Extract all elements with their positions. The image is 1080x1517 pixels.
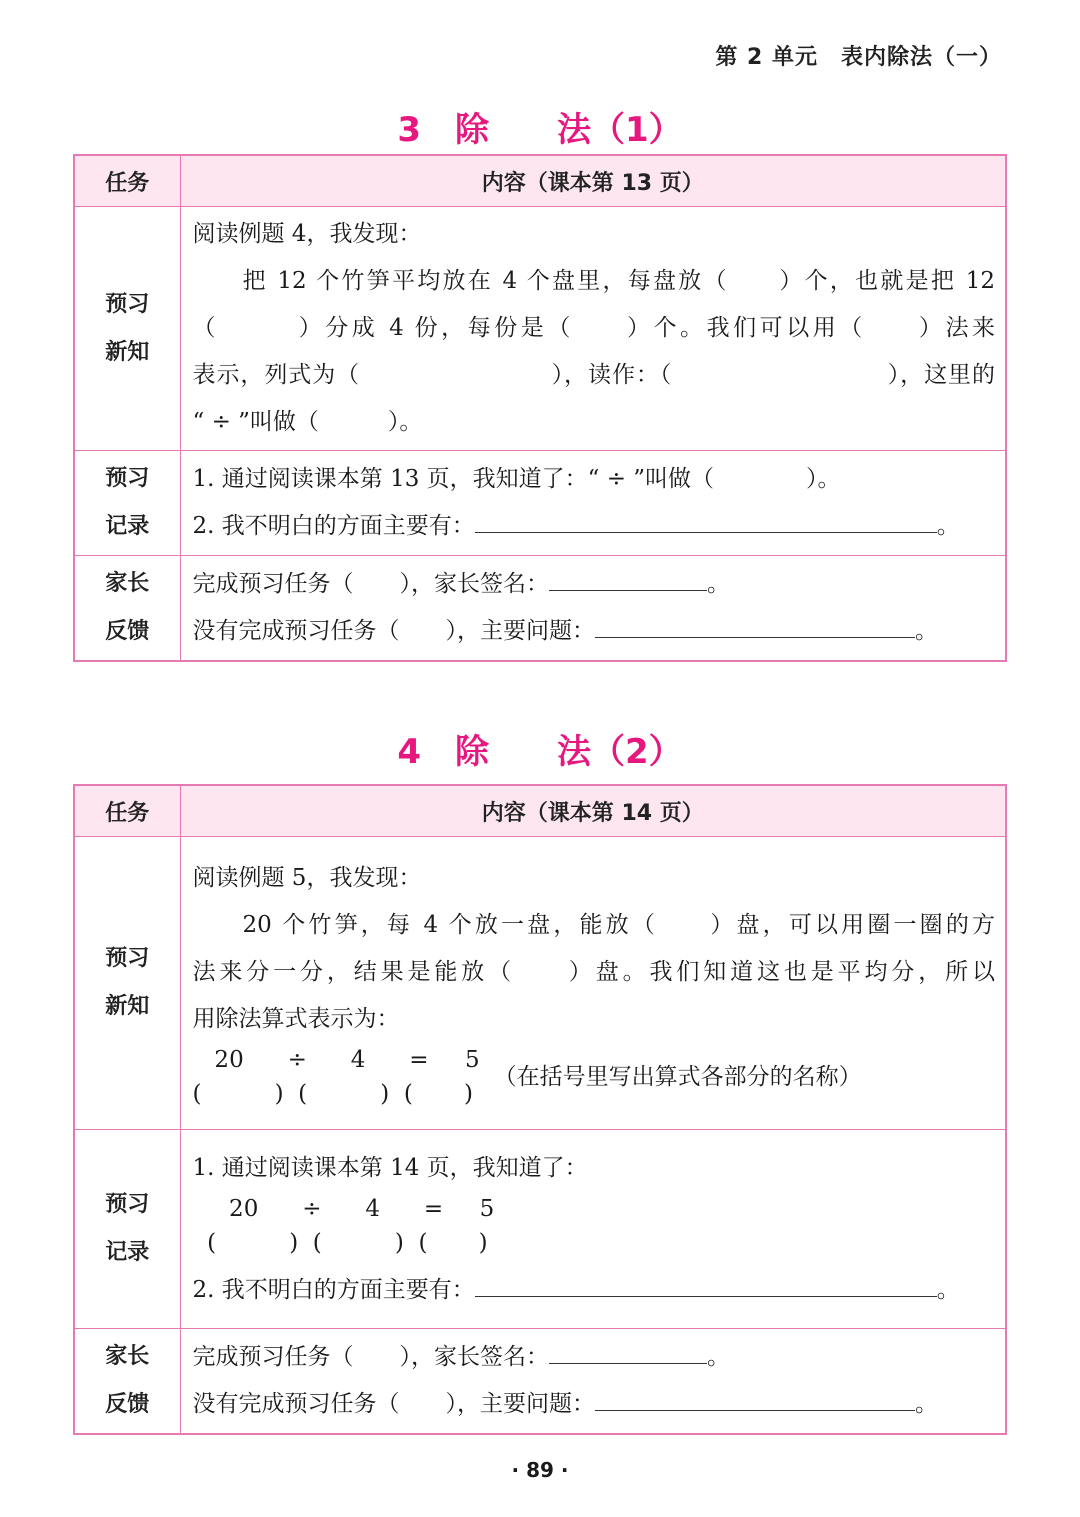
task-label: 家长 反馈 xyxy=(74,556,180,662)
task-label: 家长 反馈 xyxy=(74,1329,180,1435)
text-line: 法来分一分，结果是能放（ ）盘。我们知道这也是平均分，所以 xyxy=(192,959,995,985)
text-line: 1. 通过阅读课本第 14 页，我知道了： xyxy=(192,1154,588,1181)
text-line: 2. 我不明白的方面主要有： xyxy=(192,513,475,539)
problem-blank[interactable] xyxy=(595,615,915,638)
table-row xyxy=(74,556,1006,662)
period: 。 xyxy=(936,513,960,539)
text-line: 完成预习任务（ ），家长签名： xyxy=(192,1344,549,1370)
period: 。 xyxy=(707,1344,730,1370)
section-title: 4 除 法（2） xyxy=(397,732,683,772)
equation: 20 ÷ 4 = 5 xyxy=(192,1047,480,1073)
table-header-row xyxy=(74,785,1006,837)
section-title: 3 除 法（1） xyxy=(397,110,683,150)
text-line: 2. 我不明白的方面主要有： xyxy=(192,1276,475,1303)
problem-blank[interactable] xyxy=(595,1388,915,1411)
period: 。 xyxy=(936,1276,960,1303)
preview-table xyxy=(73,154,1007,662)
preview-record-content xyxy=(180,451,1006,556)
equation-block xyxy=(193,1043,996,1111)
text-line: （ ）分成 4 份，每份是（ ）个。我们可以用（ ）法来 xyxy=(192,315,995,341)
period: 。 xyxy=(707,571,730,597)
text-line: 阅读例题 4，我发现： xyxy=(192,221,422,247)
parent-feedback-content xyxy=(180,556,1006,662)
text-line: 没有完成预习任务（ ），主要问题： xyxy=(192,1391,595,1417)
table-row xyxy=(74,1329,1006,1435)
text-line: “ ÷ ”叫做（ ）。 xyxy=(192,409,423,435)
equation: 20 ÷ 4 = 5 xyxy=(192,1195,495,1222)
text-line: 阅读例题 5，我发现： xyxy=(192,865,422,891)
table-row xyxy=(74,451,1006,556)
column-header-task: 任务 xyxy=(74,155,180,207)
text-line: 20 个竹笋，每 4 个放一盘，能放（ ）盘，可以用圈一圈的方 xyxy=(242,912,995,938)
parent-feedback-content xyxy=(180,1329,1006,1435)
equation-part-blanks[interactable]: ( ) ( ) ( ) xyxy=(192,1229,488,1256)
equation-part-blanks[interactable]: ( ) ( ) ( ) xyxy=(192,1081,473,1107)
column-header-content: 内容（课本第 14 页） xyxy=(180,785,1006,837)
signature-blank[interactable] xyxy=(549,1341,707,1364)
period: 。 xyxy=(915,1391,938,1417)
preview-new-content xyxy=(180,207,1006,451)
task-label: 预习 记录 xyxy=(74,1130,180,1329)
preview-table xyxy=(73,784,1007,1435)
period: 。 xyxy=(915,618,938,644)
task-label: 预习 新知 xyxy=(74,837,180,1130)
answer-blank[interactable] xyxy=(475,510,937,533)
instruction-note: （在括号里写出算式各部分的名称） xyxy=(493,1063,862,1090)
task-label: 预习 新知 xyxy=(74,207,180,451)
text-line: 没有完成预习任务（ ），主要问题： xyxy=(192,618,595,644)
column-header-task: 任务 xyxy=(74,785,180,837)
table-row xyxy=(74,207,1006,451)
table-row xyxy=(74,837,1006,1130)
column-header-content: 内容（课本第 13 页） xyxy=(180,155,1006,207)
text-line: 把 12 个竹笋平均放在 4 个盘里，每盘放（ ）个，也就是把 12 xyxy=(242,268,995,294)
text-line: 1. 通过阅读课本第 13 页，我知道了：“ ÷ ”叫做（ ）。 xyxy=(192,466,841,492)
page-number: · 89 · xyxy=(511,1458,569,1482)
preview-new-content xyxy=(180,837,1006,1130)
task-label: 预习 记录 xyxy=(74,451,180,556)
unit-header: 第 2 单元 表内除法（一） xyxy=(715,45,1002,70)
signature-blank[interactable] xyxy=(549,568,707,591)
answer-blank[interactable] xyxy=(475,1274,937,1297)
table-header-row xyxy=(74,155,1006,207)
text-line: 用除法算式表示为： xyxy=(192,1006,400,1032)
preview-record-content xyxy=(180,1130,1006,1329)
text-line: 完成预习任务（ ），家长签名： xyxy=(192,571,549,597)
text-line: 表示，列式为（ ），读作：（ ），这里的 xyxy=(192,362,995,388)
table-row xyxy=(74,1130,1006,1329)
